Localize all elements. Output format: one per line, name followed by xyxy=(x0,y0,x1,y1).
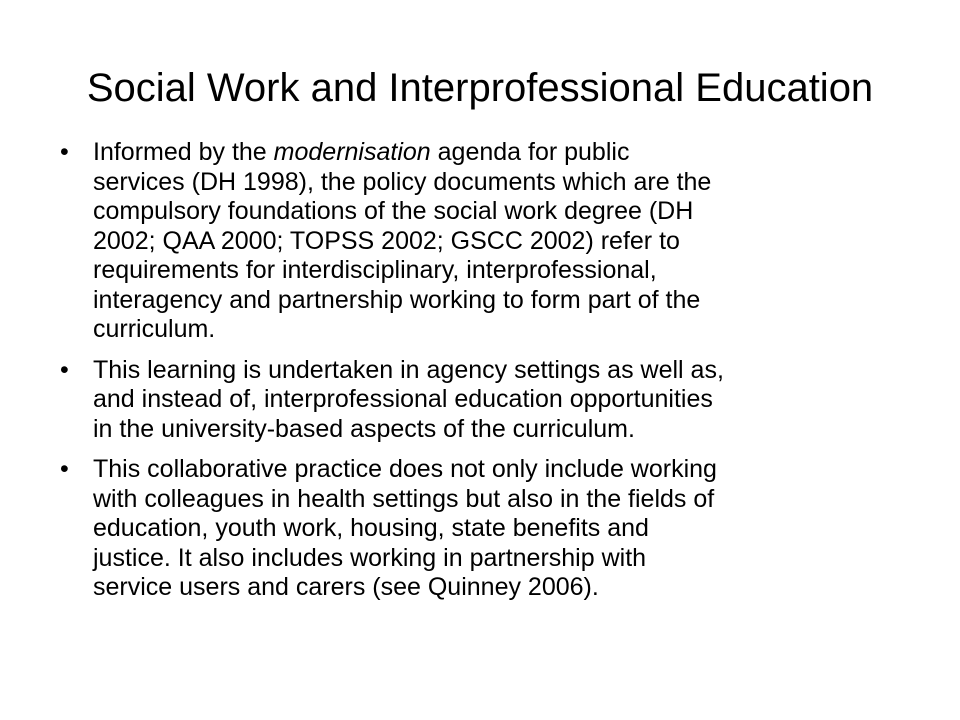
bullet-line: compulsory foundations of the social work degree (DH xyxy=(93,197,694,225)
bullet-line: service users and carers (see Quinney 2006). xyxy=(93,573,599,601)
bullet-item xyxy=(60,138,940,345)
bullet-text xyxy=(93,455,940,603)
bullet-marker: • xyxy=(60,455,69,483)
bullet-line: This learning is undertaken in agency settings as well as, xyxy=(93,355,724,384)
bullet-line xyxy=(93,138,940,168)
bullet-line: education, youth work, housing, state benefits and xyxy=(93,514,649,542)
bullet-item xyxy=(60,455,940,603)
bullet-line: and instead of, interprofessional education opportunities xyxy=(93,385,713,413)
bullet-line: interagency and partnership working to form part of the xyxy=(93,285,701,314)
bullet-line: curriculum. xyxy=(93,315,216,343)
bullet-text xyxy=(93,138,940,345)
bullet-marker: • xyxy=(60,138,69,166)
bullet-line: justice. It also includes working in partnership with xyxy=(93,543,647,572)
bullet-line: This collaborative practice does not only include working xyxy=(93,455,717,483)
slide-title: Social Work and Interprofessional Education xyxy=(86,66,874,110)
emphasis-text: modernisation xyxy=(273,138,431,166)
bullet-marker: • xyxy=(60,355,69,384)
bullet-item xyxy=(60,356,940,445)
bullet-line: in the university-based aspects of the curriculum. xyxy=(93,414,635,443)
bullet-line: requirements for interdisciplinary, interprofessional, xyxy=(93,256,657,284)
bullet-line: services (DH 1998), the policy documents which are the xyxy=(93,167,712,196)
bullet-line: with colleagues in health settings but also in the fields of xyxy=(93,484,715,513)
bullet-line-text: agenda for public xyxy=(430,138,630,166)
bullet-line-text: Informed by the xyxy=(93,138,274,166)
bullet-line: 2002; QAA 2000; TOPSS 2002; GSCC 2002) refer to xyxy=(93,226,680,255)
bullet-list xyxy=(60,138,940,614)
bullet-text xyxy=(93,356,940,445)
